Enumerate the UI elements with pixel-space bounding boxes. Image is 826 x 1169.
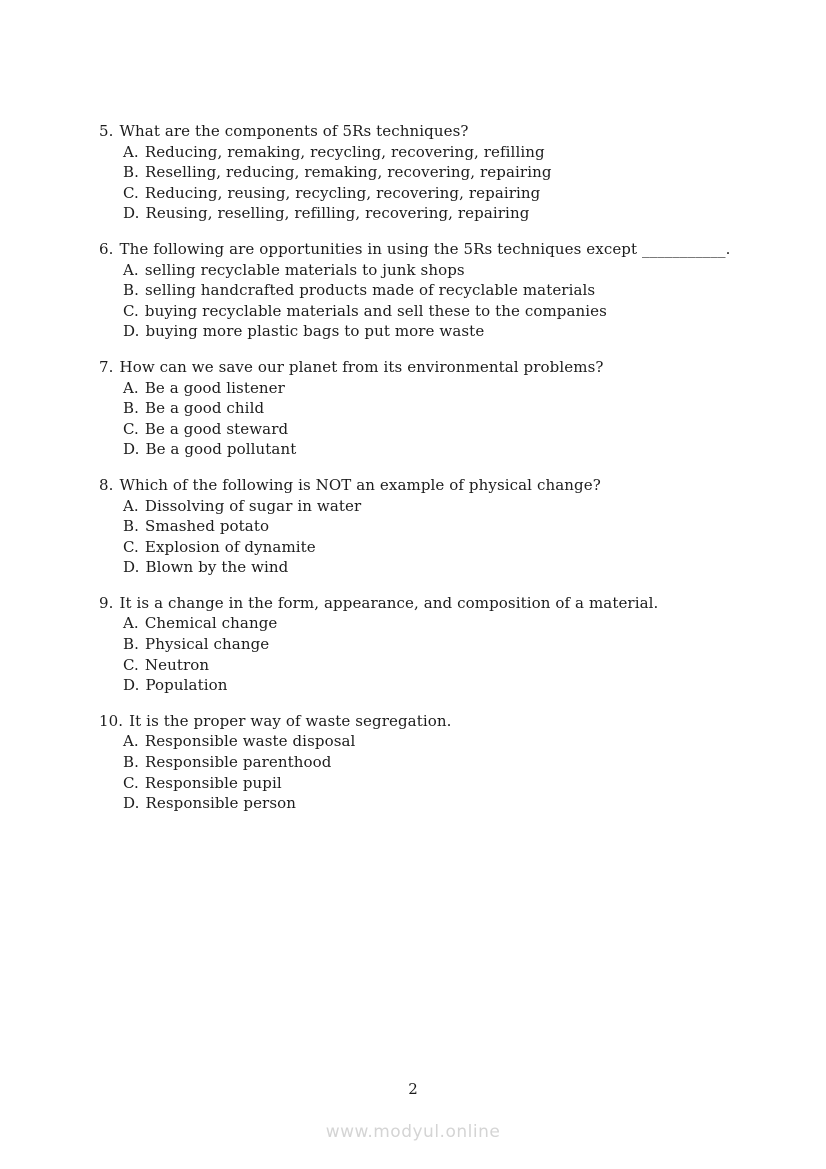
question-text: How can we save our planet from its environmental problems? xyxy=(119,357,604,376)
option-item xyxy=(123,162,759,183)
option-list xyxy=(99,378,759,460)
question-item xyxy=(99,239,759,342)
question-number: 10. xyxy=(99,711,124,730)
option-text: Chemical change xyxy=(144,614,278,633)
question-text: The following are opportunities in using the 5Rs techniques except ___________. xyxy=(119,239,731,258)
option-text: buying more plastic bags to put more waste xyxy=(145,322,485,341)
option-text: Reselling, reducing, remaking, recovering, repairing xyxy=(145,163,552,182)
option-label: B. xyxy=(123,281,139,300)
option-text: Be a good pollutant xyxy=(145,440,297,459)
option-label: B. xyxy=(123,517,139,536)
option-label: D. xyxy=(123,676,140,695)
option-text: Neutron xyxy=(144,655,210,674)
question-number: 5. xyxy=(99,122,114,140)
option-item xyxy=(123,516,759,537)
option-item xyxy=(123,321,759,342)
question-item xyxy=(99,357,759,460)
option-label: A. xyxy=(123,142,139,161)
option-text: Be a good child xyxy=(145,399,265,418)
page-number: 2 xyxy=(408,1080,418,1098)
option-item xyxy=(123,752,759,773)
option-label: D. xyxy=(123,322,140,341)
option-text: buying recyclable materials and sell these to the companies xyxy=(144,301,607,320)
option-text: Responsible pupil xyxy=(144,773,282,792)
option-label: C. xyxy=(123,419,139,438)
option-item xyxy=(123,142,759,163)
option-item xyxy=(123,634,759,655)
question-line xyxy=(99,475,759,496)
option-text: Smashed potato xyxy=(145,517,270,536)
question-text: What are the components of 5Rs techniques? xyxy=(119,122,469,140)
option-item xyxy=(123,439,759,460)
option-text: Be a good listener xyxy=(144,378,285,397)
option-text: Responsible waste disposal xyxy=(144,732,356,751)
question-number: 8. xyxy=(99,475,114,494)
option-label: A. xyxy=(123,732,139,751)
option-label: A. xyxy=(123,614,139,633)
watermark: www.modyul.online xyxy=(325,1122,501,1142)
question-text: Which of the following is NOT an example of physical change? xyxy=(119,475,601,494)
option-label: C. xyxy=(123,655,139,674)
option-label: B. xyxy=(123,163,139,182)
option-item xyxy=(123,557,759,578)
option-text: Reusing, reselling, refilling, recovering, repairing xyxy=(145,204,530,223)
option-item xyxy=(123,419,759,440)
option-label: B. xyxy=(123,399,139,418)
question-line xyxy=(99,121,759,142)
question-text: It is a change in the form, appearance, and composition of a material. xyxy=(119,593,659,612)
question-text: It is the proper way of waste segregation. xyxy=(129,711,452,730)
option-label: B. xyxy=(123,635,139,654)
option-item xyxy=(123,496,759,517)
question-item xyxy=(99,711,759,814)
option-text: Reducing, remaking, recycling, recovering, refilling xyxy=(144,142,545,161)
question-line xyxy=(99,711,759,732)
option-text: Physical change xyxy=(145,635,270,654)
option-item xyxy=(123,378,759,399)
option-text: Responsible person xyxy=(145,794,297,813)
question-item xyxy=(99,593,759,696)
question-number: 6. xyxy=(99,239,114,258)
option-item xyxy=(123,280,759,301)
option-label: A. xyxy=(123,378,139,397)
option-text: Dissolving of sugar in water xyxy=(144,496,362,515)
question-line xyxy=(99,239,759,260)
option-label: C. xyxy=(123,183,139,202)
option-text: Reducing, reusing, recycling, recovering, repairing xyxy=(144,183,541,202)
option-item xyxy=(123,537,759,558)
option-item xyxy=(123,203,759,224)
option-text: Population xyxy=(145,676,228,695)
option-label: A. xyxy=(123,260,139,279)
question-item xyxy=(99,475,759,578)
question-item xyxy=(99,121,759,224)
option-item xyxy=(123,655,759,676)
option-text: selling handcrafted products made of recyclable materials xyxy=(145,281,596,300)
option-list xyxy=(99,260,759,342)
question-line xyxy=(99,593,759,614)
option-item xyxy=(123,398,759,419)
option-list xyxy=(99,731,759,813)
option-label: A. xyxy=(123,496,139,515)
option-label: C. xyxy=(123,301,139,320)
option-list xyxy=(99,496,759,578)
option-item xyxy=(123,731,759,752)
option-label: D. xyxy=(123,204,140,223)
option-list xyxy=(99,142,759,224)
option-label: B. xyxy=(123,753,139,772)
question-number: 9. xyxy=(99,593,114,612)
option-list xyxy=(99,613,759,695)
option-item xyxy=(123,675,759,696)
option-item xyxy=(123,301,759,322)
option-text: Responsible parenthood xyxy=(145,753,332,772)
option-label: D. xyxy=(123,440,140,459)
option-label: C. xyxy=(123,537,139,556)
option-item xyxy=(123,260,759,281)
question-line xyxy=(99,357,759,378)
option-item xyxy=(123,773,759,794)
option-label: D. xyxy=(123,794,140,813)
option-text: Blown by the wind xyxy=(145,558,289,577)
option-text: selling recyclable materials to junk shops xyxy=(144,260,465,279)
option-item xyxy=(123,183,759,204)
option-label: C. xyxy=(123,773,139,792)
option-text: Explosion of dynamite xyxy=(144,537,316,556)
option-item xyxy=(123,793,759,814)
question-list xyxy=(99,121,759,829)
question-number: 7. xyxy=(99,357,114,376)
option-label: D. xyxy=(123,558,140,577)
option-item xyxy=(123,613,759,634)
option-text: Be a good steward xyxy=(144,419,289,438)
